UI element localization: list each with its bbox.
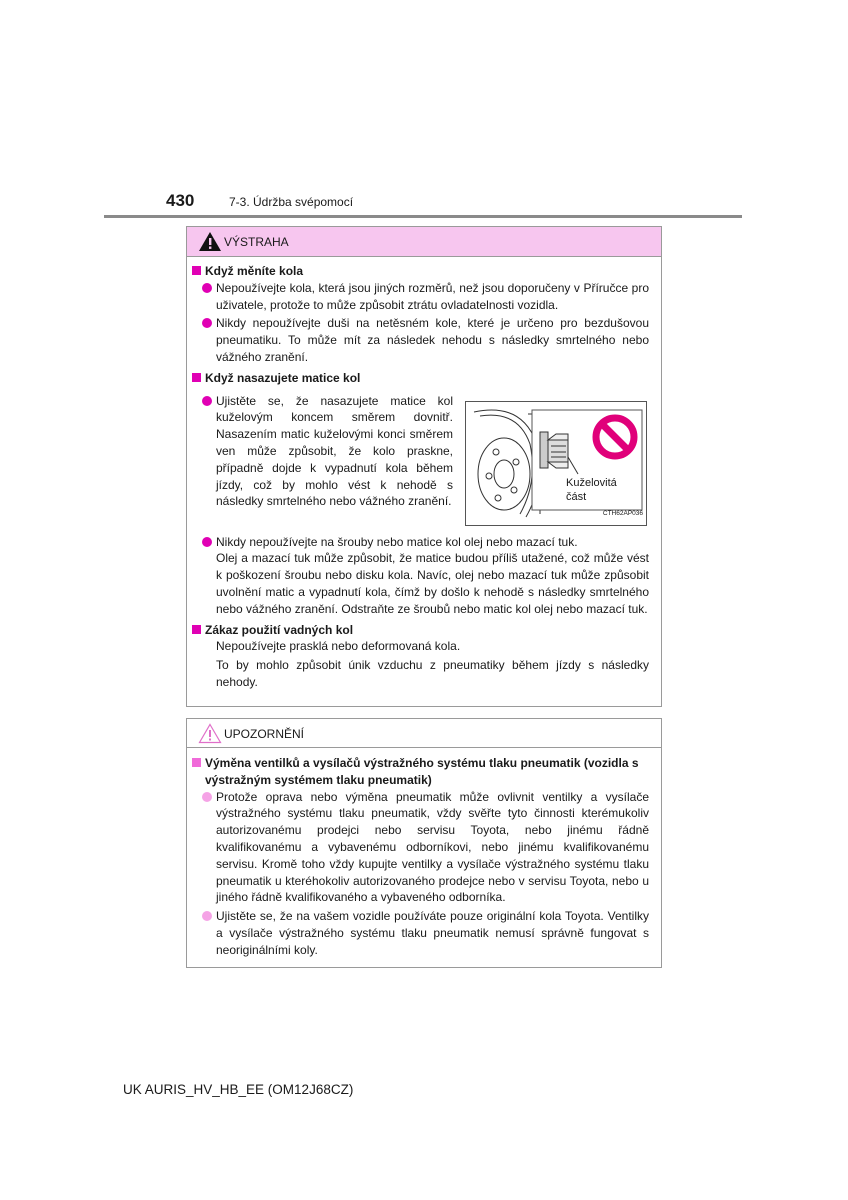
warning-header (187, 227, 661, 257)
caution-box (186, 718, 662, 968)
section-heading (190, 370, 647, 387)
section-heading (190, 263, 647, 280)
square-bullet-icon (192, 266, 201, 275)
item-text: Nikdy nepoužívejte na šrouby nebo matice kol olej nebo mazací tuk. (216, 534, 578, 549)
item-text: Nikdy nepoužívejte duši na netěsném kole, které je určeno pro bezdušovou pneumatiku. To může mít za následek nehodu s následky smrtelného nebo vážného zranění. (216, 316, 649, 364)
item-text: Protože oprava nebo výměna pneumatik může ovlivnit ventilky a vysílače výstražného systému tlaku pneumatik, vždy svěřte tyto činnosti kterémukoliv autorizovanému prodejci nebo servisu Toyota, nebo jinému řádně kvalifikovanému a vybavenému odborníkovi, nebo jinému kvalifikovanému servisu. Kromě toho vždy kupujte ventilky a vysílače výstražného systému tlaku pneumatik u kteréhokoliv autorizovaného prodejce nebo v servisu Toyota, nebo u jiného řádně kvalifikovaného a vybaveného odborníka. (216, 789, 649, 905)
item-text: Ujistěte se, že nasazujete matice kol kuželovým koncem směrem dovnitř. Nasazením matic kuželovými konci směrem ven může způsobit, že kolo praskne, případně dojde k vypadnutí kola během jízdy, což by mohlo vést k nehodě s následky smrtelného nebo vážného zranění. (216, 393, 453, 509)
caution-header (187, 719, 661, 748)
caution-triangle-icon (198, 723, 222, 744)
page-number: 430 (166, 191, 195, 210)
figure-code: CTH62AP036 (602, 509, 643, 517)
heading-text: Když nasazujete matice kol (205, 370, 361, 385)
section-title: 7-3. Údržba svépomocí (229, 195, 354, 209)
warning-content (187, 263, 661, 693)
square-bullet-icon (192, 373, 201, 382)
dot-bullet-icon (202, 396, 212, 406)
section-heading (190, 755, 647, 789)
square-bullet-icon (192, 758, 201, 767)
dot-bullet-icon (202, 792, 212, 802)
heading-text: Zákaz použití vadných kol (205, 622, 354, 637)
warning-box (186, 226, 662, 707)
label-line: část (566, 490, 587, 503)
list-item (202, 908, 649, 958)
figure-label (566, 476, 617, 504)
dot-bullet-icon (202, 283, 212, 293)
label-line: Kuželovitá (566, 476, 617, 489)
caution-title: UPOZORNĚNÍ (224, 727, 305, 741)
prohibition-sign-icon (592, 414, 638, 460)
item-text: Nepoužívejte kola, která jsou jiných rozměrů, než jsou doporučeny v Příručce pro uživatele, protože to může způsobit ztrátu ovladatelnosti vozidla. (216, 280, 649, 312)
item-text: Ujistěte se, že na vašem vozidle používáte pouze originální kola Toyota. Ventilky a vysílače výstražného systému tlaku pneumatik nemusí správně fungovat s neoriginálními koly. (216, 909, 649, 957)
item-continuation: Olej a mazací tuk může způsobit, že matice budou příliš utažené, což může vést k poškození šroubu nebo disku kola. Navíc, olej nebo mazací tuk může způsobit uvolnění matic a vypadnutí kola, čímž by došlo k nehodě s následky smrtelného nebo vážného zranění. Odstraňte ze šroubů nebo matic kol olej nebo mazací tuk. (216, 551, 649, 616)
list-item (202, 393, 453, 511)
footer-code: UK AURIS_HV_HB_EE (OM12J68CZ) (123, 1082, 354, 1097)
list-item (202, 789, 649, 907)
paragraph: Nepoužívejte prasklá nebo deformovaná kola. (216, 639, 461, 654)
figure-row (187, 393, 661, 534)
caution-content (187, 755, 661, 961)
heading-text: Výměna ventilků a vysílačů výstražného systému tlaku pneumatik (vozidla s výstražným systémem tlaku pneumatik) (205, 756, 639, 787)
warning-triangle-icon (198, 231, 222, 252)
square-bullet-icon (192, 625, 201, 634)
dot-bullet-icon (202, 537, 212, 547)
paragraph: To by mohlo způsobit únik vzduchu z pneumatiky během jízdy s následky nehody. (216, 658, 649, 689)
header-divider (104, 215, 742, 218)
warning-title: VÝSTRAHA (224, 235, 289, 249)
list-item (202, 315, 649, 365)
heading-text: Když měníte kola (205, 264, 304, 278)
wheel-nut-figure (465, 401, 647, 526)
section-heading (190, 622, 647, 639)
list-item (202, 534, 649, 618)
dot-bullet-icon (202, 911, 212, 921)
list-item (202, 280, 649, 314)
dot-bullet-icon (202, 318, 212, 328)
